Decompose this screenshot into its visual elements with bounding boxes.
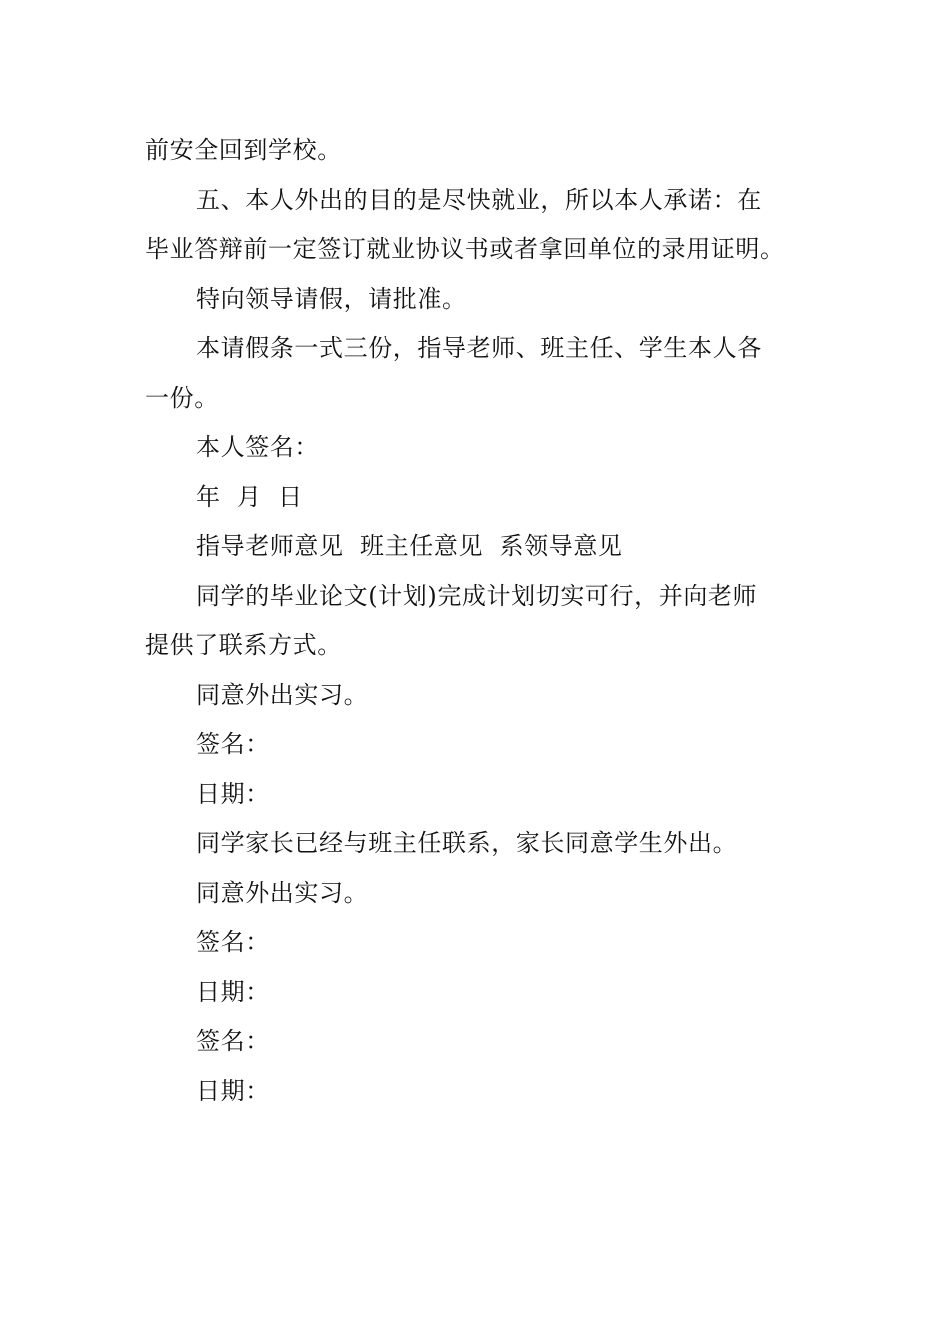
line-signature-2: 签名：: [196, 928, 270, 956]
line-date-ymd: 年 月 日: [196, 482, 303, 511]
line-parent-contact: 同学家长已经与班主任联系，家长同意学生外出。: [196, 829, 738, 857]
line-thesis-plan-continued: 提供了联系方式。: [145, 631, 342, 659]
line-agree-internship-1: 同意外出实习。: [196, 680, 369, 709]
line-copies: 本请假条一式三份，指导老师、班主任、学生本人各: [196, 334, 762, 362]
line-item-five-continued: 毕业答辩前一定签订就业协议书或者拿回单位的录用证明。: [145, 235, 785, 263]
line-signature-1: 签名：: [196, 730, 270, 758]
line-safe-return: 前安全回到学校。: [145, 136, 342, 164]
line-self-signature: 本人签名：: [196, 433, 319, 461]
line-date-2: 日期：: [196, 977, 270, 1006]
line-date-1: 日期：: [196, 779, 270, 808]
line-item-five: 五、本人外出的目的是尽快就业，所以本人承诺：在: [196, 185, 762, 214]
document-body: [145, 126, 810, 1116]
line-request-approval: 特向领导请假，请批准。: [196, 284, 467, 313]
line-signature-3: 签名：: [196, 1027, 270, 1055]
line-copies-continued: 一份。: [145, 383, 219, 412]
line-thesis-plan: 同学的毕业论文(计划)完成计划切实可行，并向老师: [196, 581, 758, 610]
line-date-3: 日期：: [196, 1076, 270, 1105]
line-opinion-headers: 指导老师意见 班主任意见 系领导意见: [196, 532, 623, 560]
line-agree-internship-2: 同意外出实习。: [196, 878, 369, 907]
